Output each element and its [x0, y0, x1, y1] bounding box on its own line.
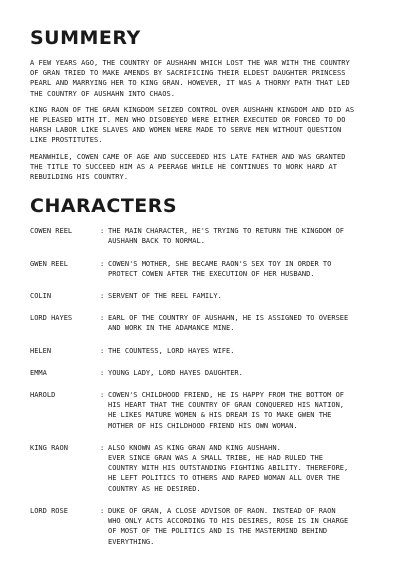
- summary-line: THE TITLE TO SUCCEED HIM AS A PEERAGE WHILE HE CONTINUES TO WORK HARD AT: [30, 162, 338, 171]
- summary-line: KING RAON OF THE GRAN KINGDOM SEIZED CONTROL OVER AUSHAHN KINGDOM AND DID AS: [30, 105, 355, 114]
- character-name: LORD HAYES: [30, 314, 73, 323]
- summary-body: [30, 58, 378, 182]
- summary-line: A FEW YEARS AGO, THE COUNTRY OF AUSHAHN WHICH LOST THE WAR WITH THE COUNTRY: [30, 59, 350, 67]
- character-description: [108, 313, 378, 333]
- character-description: [108, 390, 378, 431]
- character-description: [108, 368, 378, 378]
- character-name: HELEN: [30, 346, 52, 355]
- character-name: HAROLD: [30, 391, 56, 400]
- summary-line: OF GRAN TRIED TO MAKE AMENDS BY SACRIFICING THEIR ELDEST DAUGHTER PRINCESS: [30, 69, 346, 78]
- character-colon: :: [100, 346, 105, 355]
- character-name: COWEN REEL: [30, 227, 73, 236]
- summary-line: PEARL AND MARRYING HER TO KING GRAN. HOWEVER, IT WAS A THORNY PATH THAT LED: [30, 79, 350, 88]
- character-entry: [30, 346, 378, 356]
- character-colon: :: [100, 443, 105, 452]
- character-description-line: HIS HEART THAT THE COUNTRY OF GRAN CONQUERED HIS NATION,: [108, 401, 345, 410]
- character-description-line: COUNTRY AS HE DESIRED.: [108, 484, 201, 493]
- characters-heading: CHARACTERS: [30, 195, 178, 218]
- character-description-line: AUSHAHN BACK TO NORMAL.: [108, 237, 205, 246]
- character-entry: [30, 390, 378, 431]
- summary-paragraph: [30, 58, 378, 99]
- character-entry: [30, 443, 378, 494]
- summary-line: LIKE PROSTITUTES.: [30, 136, 103, 145]
- character-entry: [30, 226, 378, 246]
- character-colon: :: [100, 506, 105, 515]
- character-entry: [30, 291, 378, 301]
- character-description-line: COWEN'S MOTHER, SHE BECAME RAON'S SEX TOY IN ORDER TO: [108, 259, 332, 268]
- character-description: [108, 259, 378, 279]
- summary-line: HARSH LABOR LIKE SLAVES AND WOMEN WERE MADE TO SERVE MEN WITHOUT QUESTION: [30, 126, 342, 135]
- character-description-line: SERVENT OF THE REEL FAMILY.: [108, 292, 222, 301]
- character-name: GWEN REEL: [30, 259, 68, 268]
- summary-line: THE COUNTRY OF AUSHAHN INTO CHAOS.: [30, 89, 175, 98]
- character-name: KING RAON: [30, 443, 68, 452]
- character-entry: [30, 506, 378, 547]
- character-description-line: ALSO KNOWN AS KING GRAN AND KING AUSHAHN.: [108, 443, 281, 452]
- character-entry: [30, 313, 378, 333]
- character-description-line: YOUNG LADY, LORD HAYES DAUGHTER.: [108, 368, 243, 377]
- character-colon: :: [100, 368, 105, 377]
- character-colon: :: [100, 292, 105, 301]
- character-description: [108, 506, 378, 547]
- character-colon: :: [100, 227, 105, 236]
- character-colon: :: [100, 314, 105, 323]
- character-name: EMMA: [30, 368, 47, 377]
- character-description-line: EVER SINCE GRAN WAS A SMALL TRIBE, HE HAD RULED THE: [108, 454, 323, 463]
- character-entry: [30, 368, 378, 378]
- character-colon: :: [100, 259, 105, 268]
- character-description: [108, 226, 378, 246]
- character-description: [108, 443, 378, 494]
- character-name: COLIN: [30, 292, 52, 301]
- character-description-line: EVERYTHING.: [108, 537, 155, 546]
- character-description-line: DUKE OF GRAN, A CLOSE ADVISOR OF RAON. INSTEAD OF RAON: [108, 506, 336, 515]
- character-name: LORD ROSE: [30, 506, 68, 515]
- character-description-line: HE LIKES MATURE WOMEN & HIS DREAM IS TO MAKE GWEN THE: [108, 411, 332, 420]
- character-description-line: THE MAIN CHARACTER, HE'S TRYING TO RETURN THE KINGDOM OF: [108, 227, 345, 236]
- character-description: [108, 346, 378, 356]
- summary-line: MEANWHILE, COWEN CAME OF AGE AND SUCCEEDED HIS LATE FATHER AND WAS GRANTED: [30, 152, 346, 161]
- character-description-line: COWEN'S CHILDHOOD FRIEND, HE IS HAPPY FROM THE BOTTOM OF: [108, 391, 345, 400]
- character-description-line: THE COUNTESS, LORD HAYES WIFE.: [108, 346, 235, 355]
- summary-heading: SUMMERY: [30, 27, 141, 49]
- character-description-line: WHO ONLY ACTS ACCORDING TO HIS DESIRES, ROSE IS IN CHARGE: [108, 517, 349, 526]
- character-entry: [30, 259, 378, 279]
- summary-line: REBUILDING HIS COUNTRY.: [30, 173, 129, 182]
- character-description-line: EARL OF THE COUNTRY OF AUSHAHN, HE IS ASSIGNED TO OVERSEE: [108, 314, 349, 323]
- character-description-line: HE LEFT POLITICS TO OTHERS AND RAPED WOMAN ALL OVER THE: [108, 474, 340, 483]
- summary-paragraph: [30, 152, 378, 183]
- character-description-line: MOTHER OF HIS CHILDHOOD FRIEND HIS OWN WOMAN.: [108, 421, 298, 430]
- character-description-line: COUNTRY WITH HIS OUTSTANDING FIGHTING ABILITY. THEREFORE,: [108, 464, 349, 473]
- character-colon: :: [100, 391, 105, 400]
- character-description-line: OF MOST OF THE POLITICS AND IS THE MASTERMIND BEHIND: [108, 527, 328, 536]
- character-description-line: AND WORK IN THE ADAMANCE MINE.: [108, 324, 235, 333]
- character-description-line: PROTECT COWEN AFTER THE EXECUTION OF HER HUSBAND.: [108, 269, 315, 278]
- character-description: [108, 291, 378, 301]
- summary-paragraph: [30, 105, 378, 146]
- character-list: [30, 226, 378, 546]
- summary-line: HE PLEASED WITH IT. MEN WHO DISOBEYED WERE EITHER EXECUTED OR FORCED TO DO: [30, 116, 346, 125]
